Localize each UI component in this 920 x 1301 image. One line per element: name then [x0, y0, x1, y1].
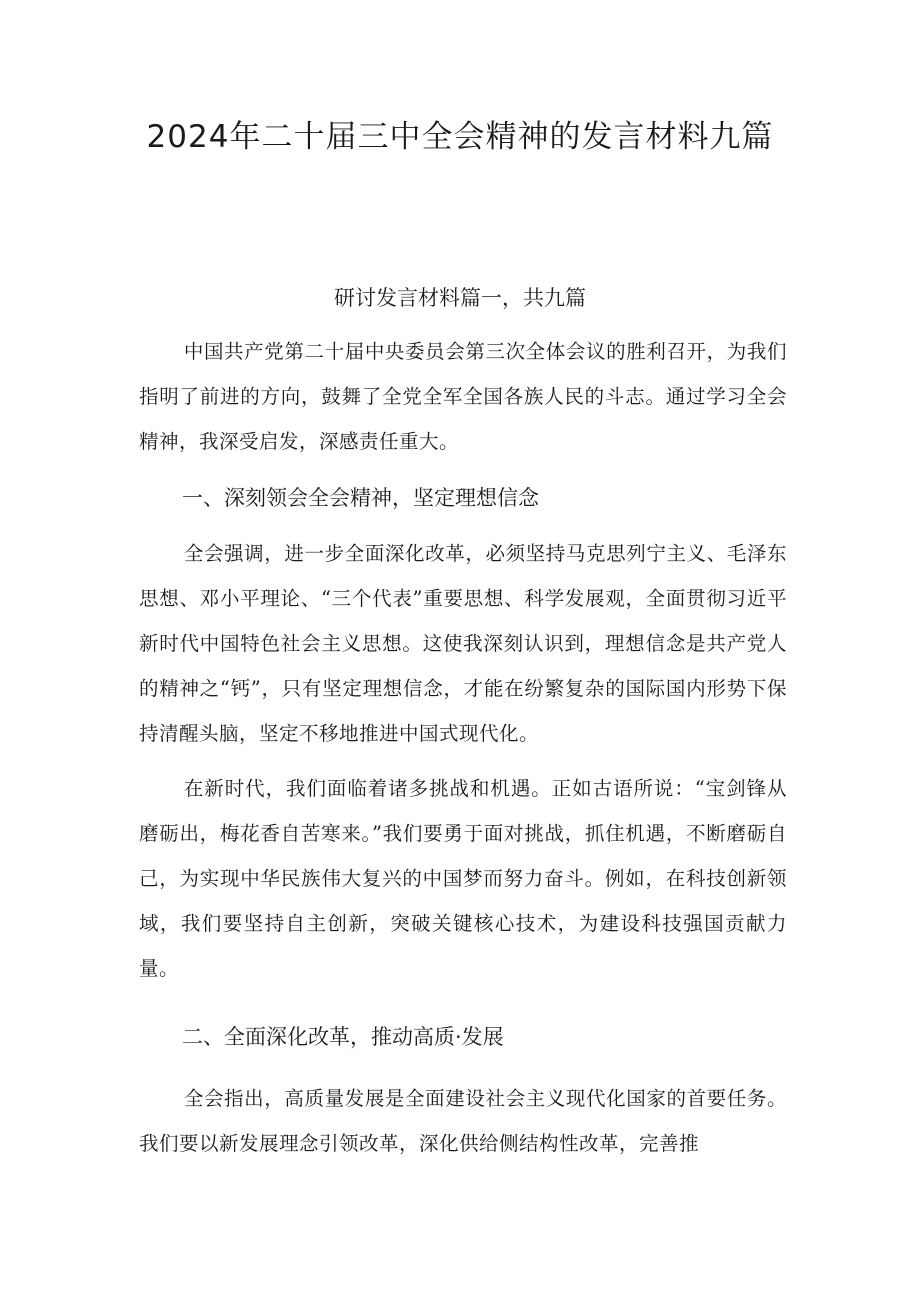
section-1-paragraph-1: 全会强调，进一步全面深化改革，必须坚持马克思列宁主义、毛泽东思想、邓小平理论、“三个代表”重要思想、科学发展观，全面贯彻习近平新时代中国特色社会主义思想。这使我深刻认识到，理想信念是共产党人的精神之“钙”，只有坚定理想信念，才能在纷繁复杂的国际国内形势下保持清醒头脑，坚定不移地推进中国式现代化。 — [139, 542, 787, 745]
section-1-paragraph-2: 在新时代，我们面临着诸多挑战和机遇。正如古语所说：“宝剑锋从磨砺出，梅花香自苦寒来。”我们要勇于面对挑战，抓住机遇，不断磨砺自己，为实现中华民族伟大复兴的中国梦而努力奋斗。例如，在科技创新领域，我们要坚持自主创新，突破关键核心技术，为建设科技强国贡献力量。 — [139, 777, 787, 980]
section-2-heading: 二、全面深化改革，推动高质·发展 — [182, 1025, 504, 1049]
document-title: 2024年二十届三中全会精神的发言材料九篇 — [146, 119, 774, 155]
document-subtitle: 研讨发言材料篇一，共九篇 — [334, 286, 586, 310]
section-1-heading: 一、深刻领会全会精神，坚定理想信念 — [182, 486, 539, 510]
intro-paragraph: 中国共产党第二十届中央委员会第三次全体会议的胜利召开，为我们指明了前进的方向，鼓舞了全党全军全国各族人民的斗志。通过学习全会精神，我深受启发，深感责任重大。 — [139, 340, 787, 453]
section-2-paragraph-1: 全会指出，高质量发展是全面建设社会主义现代化国家的首要任务。我们要以新发展理念引领改革，深化供给侧结构性改革，完善推 — [139, 1087, 787, 1155]
